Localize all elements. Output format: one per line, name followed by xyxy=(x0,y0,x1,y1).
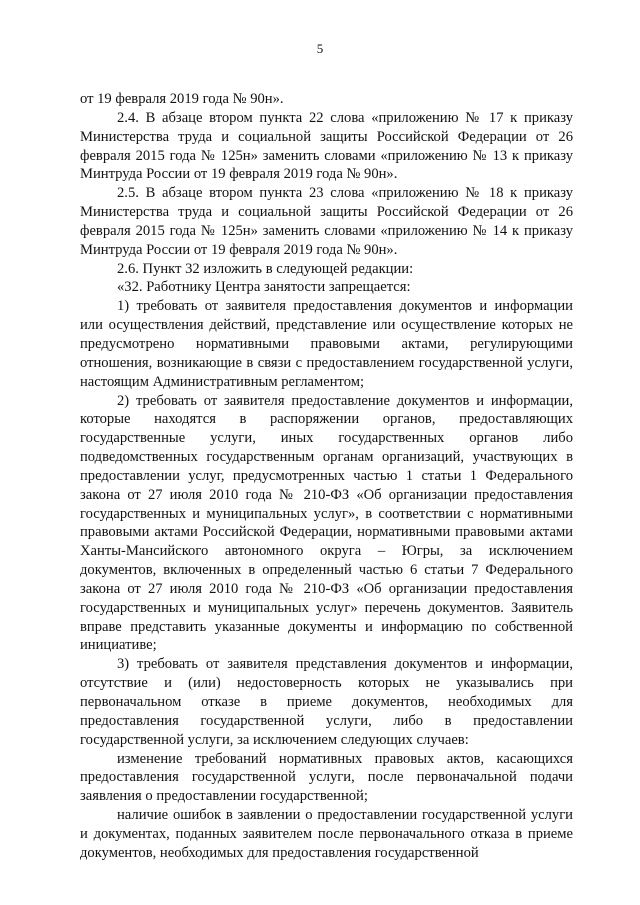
page-number: 5 xyxy=(316,41,324,56)
paragraph: от 19 февраля 2019 года № 90н». xyxy=(80,91,284,107)
paragraph: «32. Работнику Центра занятости запрещается: xyxy=(117,279,411,296)
paragraph: наличие ошибок в заявлении о предоставлении государственной услуги и документах, поданных заявителем после первоначального отказа в приеме документов, необходимых для предоставления государственной xyxy=(80,807,573,861)
paragraph: 2.5. В абзаце втором пункта 23 слова «приложению № 18 к приказу Министерства труда и социальной защиты Российской Федерации от 26 февраля 2015 года № 125н» заменить словами «приложению № 14 к приказу Минтруда России от 19 февраля 2019 года № 90н». xyxy=(80,185,573,258)
paragraph: изменение требований нормативных правовых актов, касающихся предоставления государственной услуги, после первоначальной подачи заявления о предоставлении государственной; xyxy=(80,750,573,805)
paragraph: 2.6. Пункт 32 изложить в следующей редакции: xyxy=(117,260,414,277)
paragraph: 1) требовать от заявителя предоставления документов и информации или осуществления действий, представление или осуществление которых не предусмотрено нормативными правовыми актами, регулирующими отношения, возникающие в связи с предоставлением государственной услуги, настоящим Административным регламентом; xyxy=(80,298,573,390)
paragraph: 3) требовать от заявителя представления документов и информации, отсутствие и (или) недостоверность которых не указывались при первоначальном отказе в приеме документов, необходимых для предоставления государственной услуги, либо в предоставлении государственной услуги, за исключением следующих случаев: xyxy=(80,656,573,748)
paragraph: 2.4. В абзаце втором пункта 22 слова «приложению № 17 к приказу Министерства труда и социальной защиты Российской Федерации от 26 февраля 2015 года № 125н» заменить словами «приложению № 13 к приказу Минтруда России от 19 февраля 2019 года № 90н». xyxy=(80,109,573,183)
document-body xyxy=(80,90,573,863)
paragraph: 2) требовать от заявителя предоставление документов и информации, которые находятся в распоряжении органов, предоставляющих государственные услуги, иных государственных органов либо подведомственных государственным органам организаций, участвующих в предоставлении услуг, предусмотренных частью 1 статьи 1 Федерального закона от 27 июля 2010 года № 210-ФЗ «Об организации предоставления государственных и муниципальных услуг», в соответствии с нормативными правовыми актами Российской Федерации, нормативными правовыми актами Ханты-Мансийского автономного округа – Югры, за исключением документов, включенных в определенный частью 6 статьи 7 Федерального закона от 27 июля 2010 года № 210-ФЗ «Об организации предоставления государственных и муниципальных услуг» перечень документов. Заявитель вправе представить указанные документы и информацию по собственной инициативе; xyxy=(80,392,573,654)
